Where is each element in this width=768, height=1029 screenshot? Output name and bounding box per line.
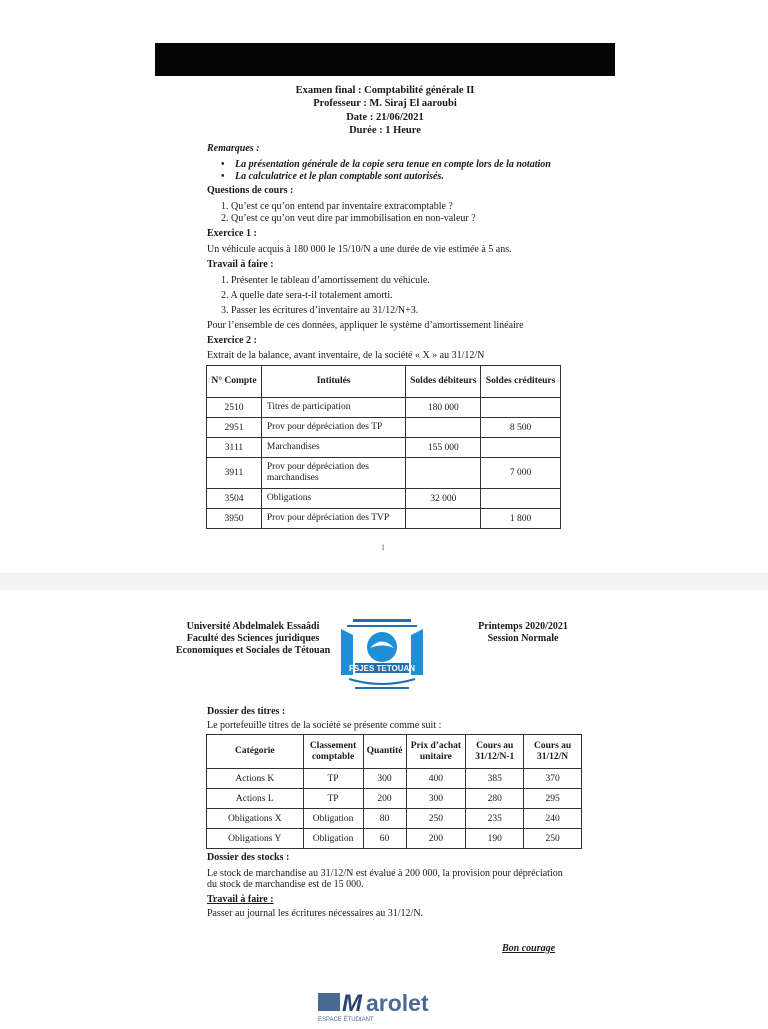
todo-text: Passer au journal les écritures nécessaires au 31/12/N. [207,908,424,919]
securities-intro: Le portefeuille titres de la société se présente comme suit : [207,720,442,731]
exercise1-text: Un véhicule acquis à 180 000 le 15/10/N a une durée de vie estimée à 5 ans. [207,244,512,255]
fsjes-logo [325,615,435,695]
stocks-text: du stock de marchandise est de 15 000. [207,879,364,890]
cell: 155 000 [406,438,481,458]
exam-duration: Durée : 1 Heure [349,125,421,136]
cell: Obligation [303,829,363,849]
exam-page-1 [155,43,615,573]
cell [406,418,481,438]
column-header: Soldes débiteurs [406,366,481,398]
exercise1-heading: Exercice 1 : [207,228,257,239]
todo-item: 3. Passer les écritures d’inventaire au 31/12/N+3. [221,305,419,316]
table-row [207,829,582,849]
cell: Actions K [207,769,304,789]
cell: Prov pour dépréciation des TP [261,418,405,438]
cell: 280 [466,789,524,809]
cell: 385 [466,769,524,789]
cell: 8 500 [481,418,561,438]
table-row [207,438,561,458]
exam-date: Date : 21/06/2021 [346,112,424,123]
balance-table [206,365,561,529]
cell: Prov pour dépréciation des marchandises [261,458,405,489]
closing-text: Bon courage [502,943,556,954]
page-separator [0,573,768,590]
cell: 3950 [207,509,262,529]
cell: Obligation [303,809,363,829]
marolet-logo [318,990,458,1024]
cell: 250 [406,809,466,829]
exercise2-intro: Extrait de la balance, avant inventaire, de la société « X » au 31/12/N [207,350,485,361]
cell [481,489,561,509]
securities-table [206,734,582,849]
column-header: Intitulés [261,366,405,398]
table-row [207,489,561,509]
brand-tagline: ESPACE ÉTUDIANT [318,1017,374,1023]
course-questions-heading: Questions de cours : [207,185,294,196]
cell: 3504 [207,489,262,509]
column-header: Catégorie [207,735,304,769]
cell: 300 [363,769,406,789]
cell [406,509,481,529]
remark-item: • La présentation générale de la copie sera tenue en compte lors de la notation [235,159,551,171]
cell: Marchandises [261,438,405,458]
cell: 3911 [207,458,262,489]
remark-item: • La calculatrice et le plan comptable sont autorisés. [235,171,444,183]
todo-heading: Travail à faire : [207,894,274,905]
cell: 235 [466,809,524,829]
cell: 295 [524,789,582,809]
cell: 190 [466,829,524,849]
course-question: 2. Qu’est ce qu’on veut dire par immobilisation en non-valeur ? [221,213,476,224]
column-header: Classement comptable [303,735,363,769]
column-header: Soldes créditeurs [481,366,561,398]
cell: 200 [406,829,466,849]
cell: 250 [524,829,582,849]
table-header-row [207,366,561,398]
cell: 180 000 [406,398,481,418]
session-info: Printemps 2020/2021 Session Normale [478,621,568,644]
brand-initial: M [342,990,362,1017]
cell: 400 [406,769,466,789]
cell: 60 [363,829,406,849]
cell: 370 [524,769,582,789]
cell: 7 000 [481,458,561,489]
university-name: Université Abdelmalek Essaâdi Faculté des Sciences juridiques Economiques et Sociales de Tétouan [175,621,331,656]
securities-heading: Dossier des titres : [207,706,286,717]
cell: Obligations X [207,809,304,829]
exam-title: Examen final : Comptabilité générale II [295,85,475,96]
column-header: Cours au 31/12/N-1 [466,735,524,769]
exercise1-todo-heading: Travail à faire : [207,259,274,270]
column-header: Cours au 31/12/N [524,735,582,769]
remarks-heading: Remarques : [207,143,260,154]
cell: 240 [524,809,582,829]
table-row [207,789,582,809]
cell: Prov pour dépréciation des TVP [261,509,405,529]
cell: Actions L [207,789,304,809]
brand-name: arolet [366,990,429,1016]
table-row [207,769,582,789]
cell [406,458,481,489]
column-header: Prix d’achat unitaire [406,735,466,769]
professor: Professeur : M. Siraj El aaroubi [313,98,457,109]
table-row [207,398,561,418]
cell: 3111 [207,438,262,458]
cell: 32 000 [406,489,481,509]
todo-item: 1. Présenter le tableau d’amortissement du véhicule. [221,275,430,286]
stocks-text: Le stock de marchandise au 31/12/N est évalué à 200 000, la provision pour dépréciation [207,868,563,879]
table-row [207,418,561,438]
table-row [207,509,561,529]
cell: 80 [363,809,406,829]
table-row [207,809,582,829]
cell: Titres de participation [261,398,405,418]
page-top-bar [155,43,615,76]
cell: TP [303,769,363,789]
page-number: 1 [381,543,385,552]
cell: Obligations Y [207,829,304,849]
course-question: 1. Qu’est ce qu’on entend par inventaire extracomptable ? [221,201,453,212]
stocks-heading: Dossier des stocks : [207,852,290,863]
cell: 300 [406,789,466,809]
table-header-row [207,735,582,769]
cell: 2951 [207,418,262,438]
column-header: Quantité [363,735,406,769]
cell: 1 800 [481,509,561,529]
table-row [207,458,561,489]
cell: Obligations [261,489,405,509]
cell: 2510 [207,398,262,418]
exam-page-2 [155,590,615,970]
todo-item: 2. A quelle date sera-t-il totalement amorti. [221,290,393,301]
logo-text: FSJES TETOUAN [348,664,416,673]
exercise1-note: Pour l’ensemble de ces données, appliquer le système d’amortissement linéaire [207,320,524,331]
cell [481,398,561,418]
cell: TP [303,789,363,809]
column-header: N° Compte [207,366,262,398]
exercise2-heading: Exercice 2 : [207,335,257,346]
cell: 200 [363,789,406,809]
cell [481,438,561,458]
